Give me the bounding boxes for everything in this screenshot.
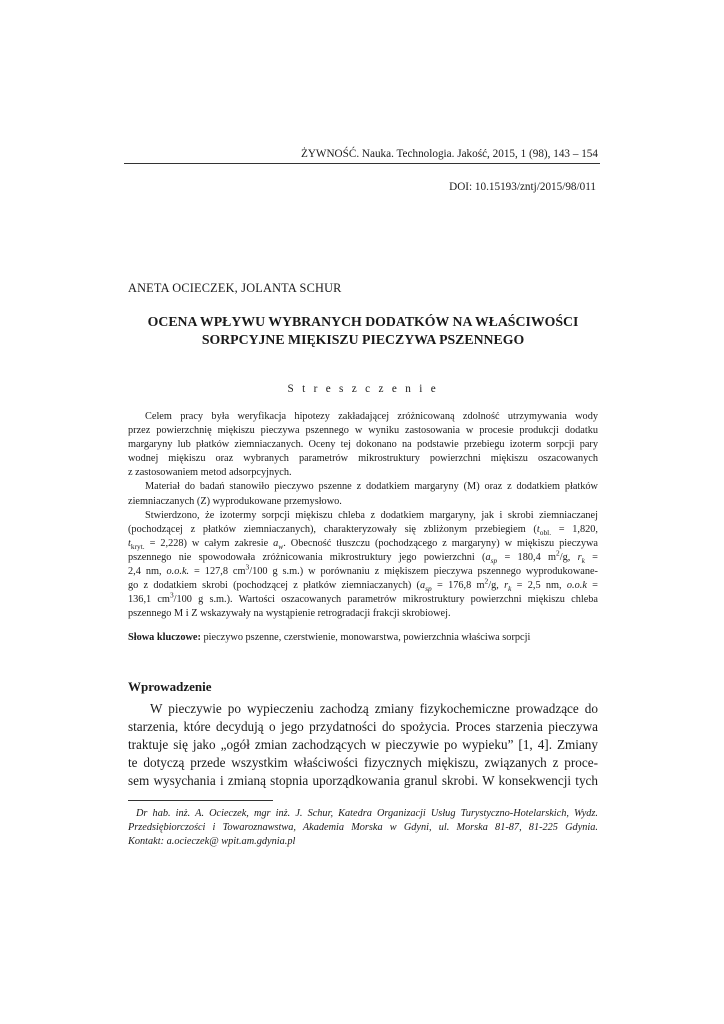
journal-citation: ŻYWNOŚĆ. Nauka. Technologia. Jakość, 2015, 1 (98), 143 – 154 <box>301 148 598 160</box>
keywords <box>128 631 598 645</box>
article-title <box>128 313 598 349</box>
abstract-line: ziemniaczanych (Z) wyprodukowane przemysłowo. <box>128 495 342 507</box>
abstract-line: go z dodatkiem skrobi (pochodzącej z płatków ziemniaczanych) ($a_{sp} = 176,8$ $m^2/g$, $r_k = 2,5$ nm, o.o.k = <box>128 576 598 594</box>
body-line: W pieczywie po wypieczeniu zachodzą zmiany fizykochemiczne prowadzące do <box>150 701 598 716</box>
abstract-line: Celem pracy była weryfikacja hipotezy zakładającej zróżnicowaną zdolność utrzymywania wody <box>145 411 598 422</box>
abstract-line: pszennego nie spowodowała zróżnicowania mikrostruktury jego powierzchni ($a_{sp} = 180,4$ $m^2/g$, $r_k$ = <box>128 548 598 565</box>
footnote-line: Przedsiębiorczości i Towaroznawstwa, Akademia Morska w Gdyni, ul. Morska 81-87, 81-225 Gdynia. <box>128 822 598 833</box>
body-line: te dotyczą przede wszystkim właściwości fizycznych miękiszu, związanych z proce- <box>128 755 598 771</box>
header-divider <box>124 163 600 164</box>
abstract <box>128 410 598 621</box>
footnote-divider <box>128 800 273 801</box>
title-line-1: OCENA WPŁYWU WYBRANYCH DODATKÓW NA WŁAŚCIWOŚCI <box>147 314 579 329</box>
footnote-line: Dr hab. inż. A. Ocieczek, mgr inż. J. Schur, Katedra Organizacji Usług Turystyczno-Hotelarskich, Wydz. <box>136 808 598 819</box>
abstract-line: przez powierzchnię miękiszu pieczywa pszennego w wyniku zastosowania w procesie produkcji dodatku <box>128 425 598 437</box>
abstract-paragraph-2 <box>128 480 598 508</box>
keywords-text: pieczywo pszenne, czerstwienie, monowarstwa, powierzchnia właściwa sorpcji <box>200 632 531 643</box>
keywords-label: Słowa kluczowe: <box>128 632 201 643</box>
abstract-line: z zastosowaniem metod adsorpcyjnych. <box>128 467 292 479</box>
abstract-line: 136,1 $cm^3/100$ g s.m.). Wartości oszacowanych parametrów mikrostruktury powierzchni miękiszu chleba <box>128 590 598 606</box>
abstract-line: (pochodzącej z płatków ziemniaczanych), charakteryzowały się zbliżonym przebiegiem ($t_{obl.} = 1,820$, <box>128 523 598 537</box>
body-line: sem wysychania i zmianą stopnia uporządkowania granul skrobi. W konsekwencji tych <box>128 773 598 789</box>
section-heading: Wprowadzenie <box>128 679 212 694</box>
abstract-line: $t_{kryt.} = 2,228$) w całym zakresie $a_w$. Obecność tłuszczu (pochodzącego z margaryny) w miękiszu pieczywa <box>128 537 598 551</box>
abstract-line: 2,4 nm, o.o.k. = 127,8 $cm^3/100$ g s.m.) w porównaniu z miękiszem pieczywa pszennego wyprodukowane- <box>128 562 598 578</box>
abstract-paragraph-3 <box>128 509 598 622</box>
abstract-line: wodnej miękiszu oraz wybranych parametrów mikrostruktury powierzchni miękiszu oszacowanych <box>128 453 598 465</box>
footnote-line: Kontakt: a.ocieczek@ wpit.am.gdynia.pl <box>128 836 296 847</box>
body-line: traktuje się jako „ogół zmian zachodzących w pieczywie po wypieku” [1, 4]. Zmiany <box>128 737 598 753</box>
abstract-paragraph-1 <box>128 410 598 480</box>
abstract-line: pszennego M i Z wskazywały na wystąpienie retrogradacji frakcji skrobiowej. <box>128 608 451 620</box>
abstract-heading: S t r e s z c z e n i e <box>287 383 439 395</box>
authors: ANETA OCIECZEK, JOLANTA SCHUR <box>128 281 342 295</box>
abstract-line: margaryny lub płatków ziemniaczanych. Oceny tej dokonano na podstawie przebiegu izoterm sorpcji pary <box>128 439 598 451</box>
intro-paragraph <box>128 700 598 790</box>
abstract-line: Stwierdzono, że izotermy sorpcji miękiszu chleba z dodatkiem margaryny, jak i skrobi ziemniaczanej <box>145 509 598 521</box>
body-line: starzenia, które decydują o jego przydatności do spożycia. Proces starzenia pieczywa <box>128 719 598 735</box>
title-line-2: SORPCYJNE MIĘKISZU PIECZYWA PSZENNEGO <box>201 332 525 347</box>
abstract-line: Materiał do badań stanowiło pieczywo pszenne z dodatkiem margaryny (M) oraz z dodatkiem płatków <box>145 481 598 493</box>
doi[interactable]: DOI: 10.15193/zntj/2015/98/011 <box>449 181 596 193</box>
author-footnote <box>128 807 598 849</box>
